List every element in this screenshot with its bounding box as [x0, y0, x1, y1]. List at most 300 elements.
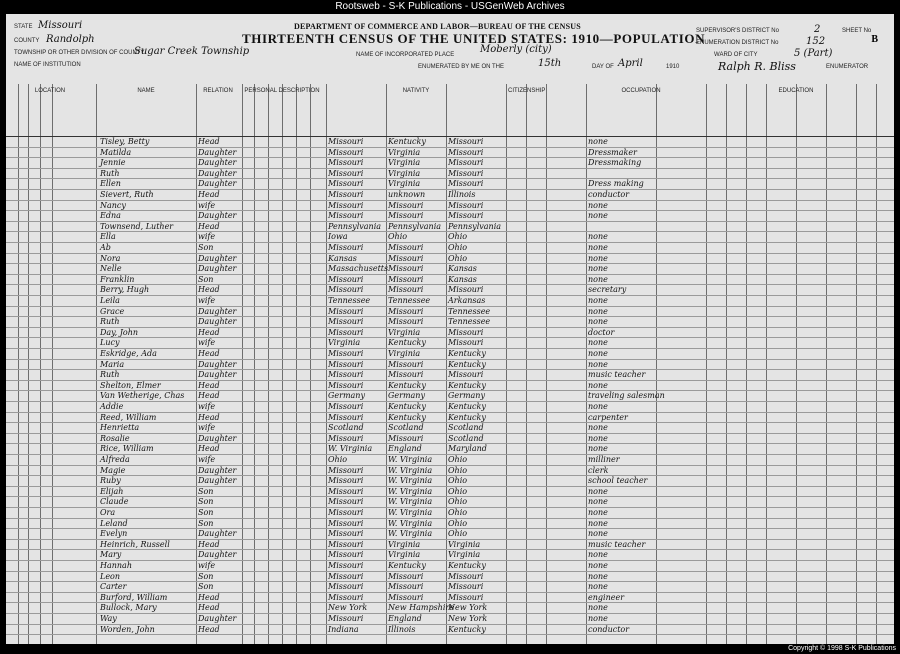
col-head-education: EDUCATION: [778, 88, 814, 94]
entry-relation: Head: [198, 444, 220, 454]
entry-occupation: none: [588, 380, 608, 390]
entry-name: Nora: [100, 253, 121, 263]
entry-father: Missouri: [388, 253, 424, 263]
copyright-notice: Copyright © 1998 S-K Publications: [788, 645, 896, 652]
entry-mother: Missouri: [448, 158, 484, 168]
entry-occupation: none: [588, 264, 608, 274]
entry-occupation: none: [588, 274, 608, 284]
entry-birth: New York: [328, 603, 368, 613]
entry-birth: Missouri: [328, 349, 364, 358]
col-head-location: LOCATION: [34, 88, 66, 94]
entry-mother: Ohio: [448, 486, 468, 496]
entry-mother: Ohio: [448, 465, 468, 475]
entry-relation: Head: [198, 349, 220, 358]
entry-relation: Daughter: [198, 147, 237, 157]
entry-name: Bullock, Mary: [100, 603, 157, 613]
entry-occupation: none: [588, 561, 608, 570]
entry-occupation: clerk: [588, 465, 609, 475]
entry-father: Missouri: [388, 211, 424, 221]
entry-name: Elijah: [100, 486, 124, 496]
entry-relation: wife: [198, 338, 216, 348]
entry-birth: Missouri: [328, 370, 364, 380]
entry-father: England: [388, 614, 422, 623]
entry-relation: wife: [198, 423, 216, 433]
entry-name: Evelyn: [100, 529, 128, 539]
entry-mother: Ohio: [448, 243, 468, 252]
entry-relation: Head: [198, 624, 220, 634]
entry-mother: Missouri: [448, 571, 484, 581]
entry-relation: Son: [198, 243, 214, 252]
entry-birth: Missouri: [328, 518, 364, 528]
entry-occupation: none: [588, 200, 608, 210]
entry-occupation: school teacher: [588, 476, 648, 486]
township-label: TOWNSHIP OR OTHER DIVISION OF COUNTY: [14, 50, 145, 56]
entry-relation: wife: [198, 561, 216, 570]
entry-relation: Daughter: [198, 306, 237, 316]
entry-mother: Ohio: [448, 529, 468, 539]
entry-father: England: [388, 444, 422, 454]
entry-birth: Pennsylvania: [328, 221, 382, 231]
entry-father: W. Virginia: [388, 455, 433, 464]
entry-father: W. Virginia: [388, 465, 433, 475]
entry-mother: Scotland: [448, 423, 484, 433]
entry-mother: Kentucky: [448, 402, 486, 411]
entry-relation: Head: [198, 137, 220, 146]
entry-birth: Missouri: [328, 317, 364, 327]
entry-father: Virginia: [388, 147, 421, 157]
entry-name: Sievert, Ruth: [100, 190, 154, 199]
entry-mother: New York: [448, 603, 488, 613]
entry-relation: Daughter: [198, 253, 237, 263]
entry-relation: Daughter: [198, 179, 237, 189]
entry-name: Ora: [100, 508, 116, 517]
entry-relation: Head: [198, 190, 220, 199]
place-label: NAME OF INCORPORATED PLACE: [356, 52, 455, 58]
day-label: DAY OF: [592, 64, 614, 70]
entry-mother: Tennessee: [448, 306, 491, 316]
entry-name: Way: [100, 614, 117, 623]
entry-name: Ruth: [100, 317, 120, 327]
supervisor-value: 2: [814, 24, 821, 35]
entry-relation: Daughter: [198, 211, 237, 221]
entry-occupation: conductor: [588, 190, 630, 199]
entry-mother: Scotland: [448, 433, 484, 443]
entry-relation: wife: [198, 296, 216, 305]
entry-occupation: none: [588, 232, 608, 242]
entry-birth: Missouri: [328, 571, 364, 581]
entry-relation: Daughter: [198, 317, 237, 327]
county-label: COUNTY: [14, 38, 40, 44]
enumerated-label: ENUMERATED BY ME ON THE: [418, 64, 505, 70]
entry-relation: Head: [198, 603, 220, 613]
entry-occupation: none: [588, 508, 608, 517]
entry-birth: Missouri: [328, 285, 364, 295]
entry-relation: Son: [198, 571, 214, 581]
institution-label: NAME OF INSTITUTION: [14, 62, 81, 68]
entry-father: W. Virginia: [388, 518, 433, 528]
entry-mother: Kentucky: [448, 380, 486, 390]
entry-father: Tennessee: [388, 296, 431, 305]
entry-name: Eskridge, Ada: [100, 349, 157, 358]
entry-mother: Pennsylvania: [448, 221, 502, 231]
entry-birth: Missouri: [328, 550, 364, 560]
entry-mother: Kansas: [448, 274, 477, 284]
entry-relation: Head: [198, 391, 220, 401]
entry-name: Ruth: [100, 168, 120, 178]
entry-mother: Ohio: [448, 476, 468, 486]
entry-father: Ohio: [388, 232, 408, 242]
entry-relation: Head: [198, 285, 220, 295]
entry-mother: Ohio: [448, 508, 468, 517]
entry-name: Ab: [100, 243, 111, 252]
entry-birth: Missouri: [328, 359, 364, 369]
entry-relation: wife: [198, 200, 216, 210]
entry-name: Burford, William: [100, 592, 168, 602]
entry-mother: Missouri: [448, 338, 484, 348]
entry-occupation: none: [588, 518, 608, 528]
col-head-nativity: NATIVITY: [402, 88, 430, 94]
entry-occupation: none: [588, 486, 608, 496]
entry-occupation: none: [588, 497, 608, 507]
entry-name: Mary: [100, 550, 122, 560]
entry-name: Henrietta: [100, 423, 140, 433]
census-sheet: [6, 14, 894, 644]
entry-name: Matilda: [100, 147, 132, 157]
entry-father: Kentucky: [388, 338, 426, 348]
entry-mother: Kansas: [448, 264, 477, 274]
entry-birth: W. Virginia: [328, 444, 373, 454]
entry-father: Kentucky: [388, 412, 426, 422]
entry-birth: Missouri: [328, 243, 364, 252]
entry-father: Missouri: [388, 433, 424, 443]
entry-occupation: none: [588, 317, 608, 327]
entry-name: Day, John: [100, 327, 139, 337]
enumerator-signature: Ralph R. Bliss: [718, 60, 796, 73]
entry-birth: Missouri: [328, 327, 364, 337]
entry-name: Ellen: [100, 179, 121, 189]
entry-father: W. Virginia: [388, 508, 433, 517]
entry-relation: Daughter: [198, 433, 237, 443]
entry-father: Missouri: [388, 317, 424, 327]
entry-father: Virginia: [388, 168, 421, 178]
enumeration-value: 152: [806, 36, 826, 47]
entry-occupation: milliner: [588, 455, 620, 464]
entry-mother: Missouri: [448, 168, 484, 178]
col-head-name: NAME: [137, 88, 155, 94]
entry-mother: Kentucky: [448, 412, 486, 422]
entry-name: Edna: [100, 211, 121, 221]
entry-name: Rosalie: [100, 433, 130, 443]
entry-occupation: traveling salesman: [588, 391, 665, 401]
entry-father: Missouri: [388, 264, 424, 274]
entry-name: Carter: [100, 582, 127, 592]
entry-name: Leila: [100, 296, 120, 305]
entry-mother: Ohio: [448, 253, 468, 263]
enumerated-day: 15th: [538, 58, 562, 69]
entry-relation: Son: [198, 497, 214, 507]
entry-relation: Head: [198, 412, 220, 422]
entry-name: Grace: [100, 306, 125, 316]
entry-birth: Missouri: [328, 200, 364, 210]
ward-label: WARD OF CITY: [714, 52, 758, 58]
entry-name: Ella: [100, 232, 116, 242]
entry-relation: Son: [198, 486, 214, 496]
entry-relation: Daughter: [198, 359, 237, 369]
sheet-side: B: [871, 34, 878, 45]
entry-father: Illinois: [388, 624, 416, 634]
entry-relation: Daughter: [198, 370, 237, 380]
entry-father: Germany: [388, 391, 425, 401]
entry-occupation: none: [588, 433, 608, 443]
entry-name: Berry, Hugh: [100, 285, 150, 295]
enumeration-label: ENUMERATION DISTRICT No: [696, 40, 779, 46]
entry-birth: Virginia: [328, 338, 361, 348]
entry-relation: Son: [198, 274, 214, 284]
entry-occupation: none: [588, 571, 608, 581]
entry-name: Rice, William: [100, 444, 154, 454]
entry-father: W. Virginia: [388, 529, 433, 539]
entry-birth: Missouri: [328, 476, 364, 486]
entry-father: Missouri: [388, 592, 424, 602]
entry-birth: Scotland: [328, 423, 364, 433]
entry-occupation: none: [588, 253, 608, 263]
entry-birth: Missouri: [328, 380, 364, 390]
entry-relation: Head: [198, 592, 220, 602]
entry-mother: Ohio: [448, 518, 468, 528]
entry-relation: Son: [198, 508, 214, 517]
entry-name: Ruby: [100, 476, 121, 486]
sheet-label: SHEET No: [842, 28, 872, 34]
entry-name: Reed, William: [100, 412, 157, 422]
entry-birth: Missouri: [328, 561, 364, 570]
entry-occupation: none: [588, 296, 608, 305]
entry-occupation: none: [588, 243, 608, 252]
entry-father: Virginia: [388, 327, 421, 337]
entry-father: W. Virginia: [388, 476, 433, 486]
entry-name: Nelle: [100, 264, 122, 274]
entry-father: Virginia: [388, 539, 421, 549]
entry-mother: Missouri: [448, 370, 484, 380]
entry-father: Missouri: [388, 243, 424, 252]
department-heading: DEPARTMENT OF COMMERCE AND LABOR—BUREAU OF THE CENSUS: [294, 22, 581, 31]
entry-birth: Missouri: [328, 274, 364, 284]
entry-occupation: engineer: [588, 592, 625, 602]
entry-birth: Missouri: [328, 433, 364, 443]
entry-father: Missouri: [388, 306, 424, 316]
entry-name: Alfreda: [100, 455, 130, 464]
entry-occupation: none: [588, 550, 608, 560]
entry-relation: Daughter: [198, 529, 237, 539]
entry-occupation: none: [588, 306, 608, 316]
bottom-strip: [0, 644, 900, 654]
entry-birth: Missouri: [328, 402, 364, 411]
entry-birth: Missouri: [328, 539, 364, 549]
col-head-occupation: OCCUPATION: [621, 88, 661, 94]
entry-relation: Daughter: [198, 550, 237, 560]
entry-relation: Head: [198, 539, 220, 549]
entry-birth: Missouri: [328, 137, 364, 146]
entry-name: Leland: [100, 518, 128, 528]
entry-mother: Kentucky: [448, 359, 486, 369]
entry-name: Jennie: [100, 158, 126, 168]
entry-name: Shelton, Elmer: [100, 380, 161, 390]
entry-occupation: none: [588, 423, 608, 433]
entry-father: Virginia: [388, 550, 421, 560]
col-head-relation: RELATION: [203, 88, 233, 94]
entry-father: Missouri: [388, 285, 424, 295]
entry-occupation: none: [588, 529, 608, 539]
entry-name: Lucy: [100, 338, 120, 348]
entry-mother: Missouri: [448, 137, 484, 146]
entry-occupation: none: [588, 338, 608, 348]
entry-mother: Missouri: [448, 582, 484, 592]
entry-occupation: none: [588, 359, 608, 369]
entry-name: Addie: [100, 402, 124, 411]
entry-father: Missouri: [388, 274, 424, 284]
entry-relation: Daughter: [198, 264, 237, 274]
entry-birth: Missouri: [328, 582, 364, 592]
enumerated-month: April: [618, 58, 643, 69]
entry-mother: Virginia: [448, 539, 481, 549]
entry-father: Missouri: [388, 200, 424, 210]
entry-birth: Missouri: [328, 211, 364, 221]
enumerator-label: ENUMERATOR: [826, 64, 869, 70]
entry-father: Missouri: [388, 582, 424, 592]
state-label: STATE: [14, 24, 33, 30]
entry-father: Kentucky: [388, 137, 426, 146]
entry-mother: Missouri: [448, 147, 484, 157]
entry-occupation: Dressmaking: [588, 158, 642, 168]
entry-mother: Missouri: [448, 285, 484, 295]
entry-occupation: none: [588, 402, 608, 411]
entry-father: Kentucky: [388, 380, 426, 390]
entry-mother: Germany: [448, 391, 485, 401]
entry-name: Ruth: [100, 370, 120, 380]
entry-father: New Hampshire: [388, 603, 454, 613]
entry-father: Virginia: [388, 349, 421, 358]
col-head-personal: PERSONAL DESCRIPTION: [244, 88, 320, 94]
entry-mother: Virginia: [448, 550, 481, 560]
entry-name: Heinrich, Russell: [100, 539, 170, 549]
entry-mother: Missouri: [448, 200, 484, 210]
entry-relation: Head: [198, 327, 220, 337]
entry-name: Franklin: [100, 274, 135, 284]
entry-name: Nancy: [100, 200, 126, 210]
entry-father: Missouri: [388, 571, 424, 581]
entry-birth: Massachusetts: [328, 264, 389, 274]
entry-name: Hannah: [100, 561, 132, 570]
entry-occupation: none: [588, 582, 608, 592]
entry-birth: Germany: [328, 391, 365, 401]
entry-birth: Missouri: [328, 147, 364, 157]
entry-occupation: secretary: [588, 285, 627, 295]
entry-birth: Ohio: [328, 455, 348, 464]
entry-occupation: conductor: [588, 624, 630, 634]
entry-mother: Illinois: [448, 190, 476, 199]
entry-father: Scotland: [388, 423, 424, 433]
entry-birth: Missouri: [328, 486, 364, 496]
entry-birth: Missouri: [328, 158, 364, 168]
entry-relation: wife: [198, 232, 216, 242]
entry-occupation: none: [588, 211, 608, 221]
entry-name: Claude: [100, 497, 129, 507]
entry-mother: Missouri: [448, 327, 484, 337]
entry-father: Pennsylvania: [388, 221, 442, 231]
entry-relation: Daughter: [198, 476, 237, 486]
county-value: Randolph: [46, 34, 95, 45]
entry-birth: Missouri: [328, 412, 364, 422]
supervisor-label: SUPERVISOR'S DISTRICT No: [696, 28, 779, 34]
entry-occupation: music teacher: [588, 370, 646, 380]
census-title: THIRTEENTH CENSUS OF THE UNITED STATES: 1910—POPULATION: [242, 31, 706, 46]
entry-mother: Ohio: [448, 497, 468, 507]
row-rule: [6, 634, 894, 635]
entry-birth: Missouri: [328, 497, 364, 507]
entry-occupation: Dress making: [588, 179, 644, 189]
entry-mother: Kentucky: [448, 349, 486, 358]
col-head-citizenship: CITIZENSHIP: [508, 88, 546, 94]
township-value: Sugar Creek Township: [134, 46, 250, 57]
entry-father: Kentucky: [388, 561, 426, 570]
state-value: Missouri: [38, 20, 83, 31]
entry-mother: Missouri: [448, 592, 484, 602]
entry-occupation: none: [588, 614, 608, 623]
entry-birth: Missouri: [328, 614, 364, 623]
entry-mother: Maryland: [448, 444, 487, 454]
entry-occupation: none: [588, 349, 608, 358]
entry-occupation: carpenter: [588, 412, 628, 422]
entry-name: Maria: [100, 359, 125, 369]
entry-birth: Kansas: [328, 253, 357, 263]
entry-birth: Missouri: [328, 592, 364, 602]
entry-mother: Kentucky: [448, 561, 486, 570]
entry-father: Virginia: [388, 179, 421, 189]
entry-relation: Head: [198, 221, 220, 231]
entry-mother: New York: [448, 614, 488, 623]
entry-relation: wife: [198, 455, 216, 464]
entry-relation: wife: [198, 402, 216, 411]
entry-occupation: music teacher: [588, 539, 646, 549]
entry-father: Missouri: [388, 370, 424, 380]
archive-banner: Rootsweb - S-K Publications - USGenWeb Archives: [0, 0, 900, 14]
entry-mother: Kentucky: [448, 624, 486, 634]
entry-birth: Missouri: [328, 306, 364, 316]
entry-relation: Head: [198, 380, 220, 390]
ward-value: 5 (Part): [794, 48, 833, 59]
entry-birth: Missouri: [328, 190, 364, 199]
entry-birth: Missouri: [328, 179, 364, 189]
entry-relation: Son: [198, 518, 214, 528]
entry-mother: Ohio: [448, 232, 468, 242]
entry-birth: Missouri: [328, 465, 364, 475]
entry-father: W. Virginia: [388, 497, 433, 507]
entry-name: Townsend, Luther: [100, 221, 174, 231]
entry-mother: Tennessee: [448, 317, 491, 327]
entry-occupation: none: [588, 603, 608, 613]
entry-name: Worden, John: [100, 624, 155, 634]
entry-relation: Daughter: [198, 465, 237, 475]
entry-birth: Missouri: [328, 508, 364, 517]
entry-occupation: none: [588, 444, 608, 454]
entry-occupation: none: [588, 137, 608, 146]
entry-birth: Missouri: [328, 529, 364, 539]
entry-relation: Daughter: [198, 168, 237, 178]
entry-mother: Ohio: [448, 455, 468, 464]
entry-name: Tisley, Betty: [100, 137, 150, 146]
entry-birth: Iowa: [328, 232, 348, 242]
entry-mother: Missouri: [448, 179, 484, 189]
entry-father: Virginia: [388, 158, 421, 168]
